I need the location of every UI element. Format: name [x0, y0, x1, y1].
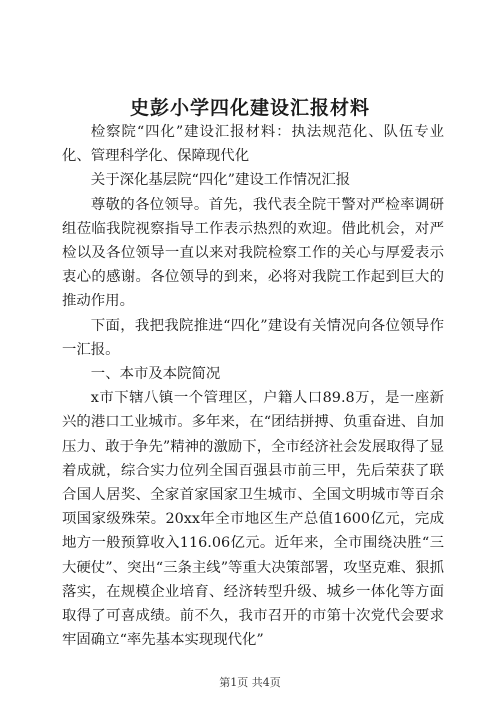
- paragraph-report-heading: 关于深化基层院“四化”建设工作情况汇报: [90, 172, 351, 189]
- paragraph-subtitle: 检察院“四化”建设汇报材料：执法规范化、队伍专业化、管理科学化、保障现代化: [62, 124, 444, 165]
- document-title: 史彭小学四化建设汇报材料: [129, 97, 370, 119]
- section-heading: 一、本市及本院简况: [90, 366, 221, 383]
- document-body: [62, 120, 444, 652]
- page-number: 第1页 共4页: [219, 676, 281, 689]
- paragraph-intro: 下面，我把我院推进“四化”建设有关情况向各位领导作一汇报。: [62, 317, 444, 358]
- paragraph-city-overview: x市下辖八镇一个管理区，户籍人口89.8万，是一座新兴的港口工业城市。多年来，在“团结拼搏、负重奋进、自加压力、敢于争先”精神的激励下，全市经济社会发展取得了显着成就，综合实力位列全国百强县市前三甲，先后荣获了联合国人居奖、全家首家国家卫生城市、全国文明城市等百余项国家级殊荣。20xx年全市地区生产总值1600亿元，完成地方一般预算收入116.06亿元。近年来，全市围绕决胜“三大硬仗”、突出“三条主线”等重大决策部署，攻坚克难、狠抓落实，在规模企业培育、经济转型升级、城乡一体化等方面取得了可喜成绩。前不久，我市召开的市第十次党代会要求牢固确立“率先基本实现现代化”: [62, 390, 444, 649]
- paragraph-greeting: 尊敬的各位领导。首先，我代表全院干警对严检率调研组莅临我院视察指导工作表示热烈的欢迎。借此机会，对严检以及各位领导一直以来对我院检察工作的关心与厚爱表示衷心的感谢。各位领导的到来，必将对我院工作起到巨大的推动作用。: [62, 196, 444, 310]
